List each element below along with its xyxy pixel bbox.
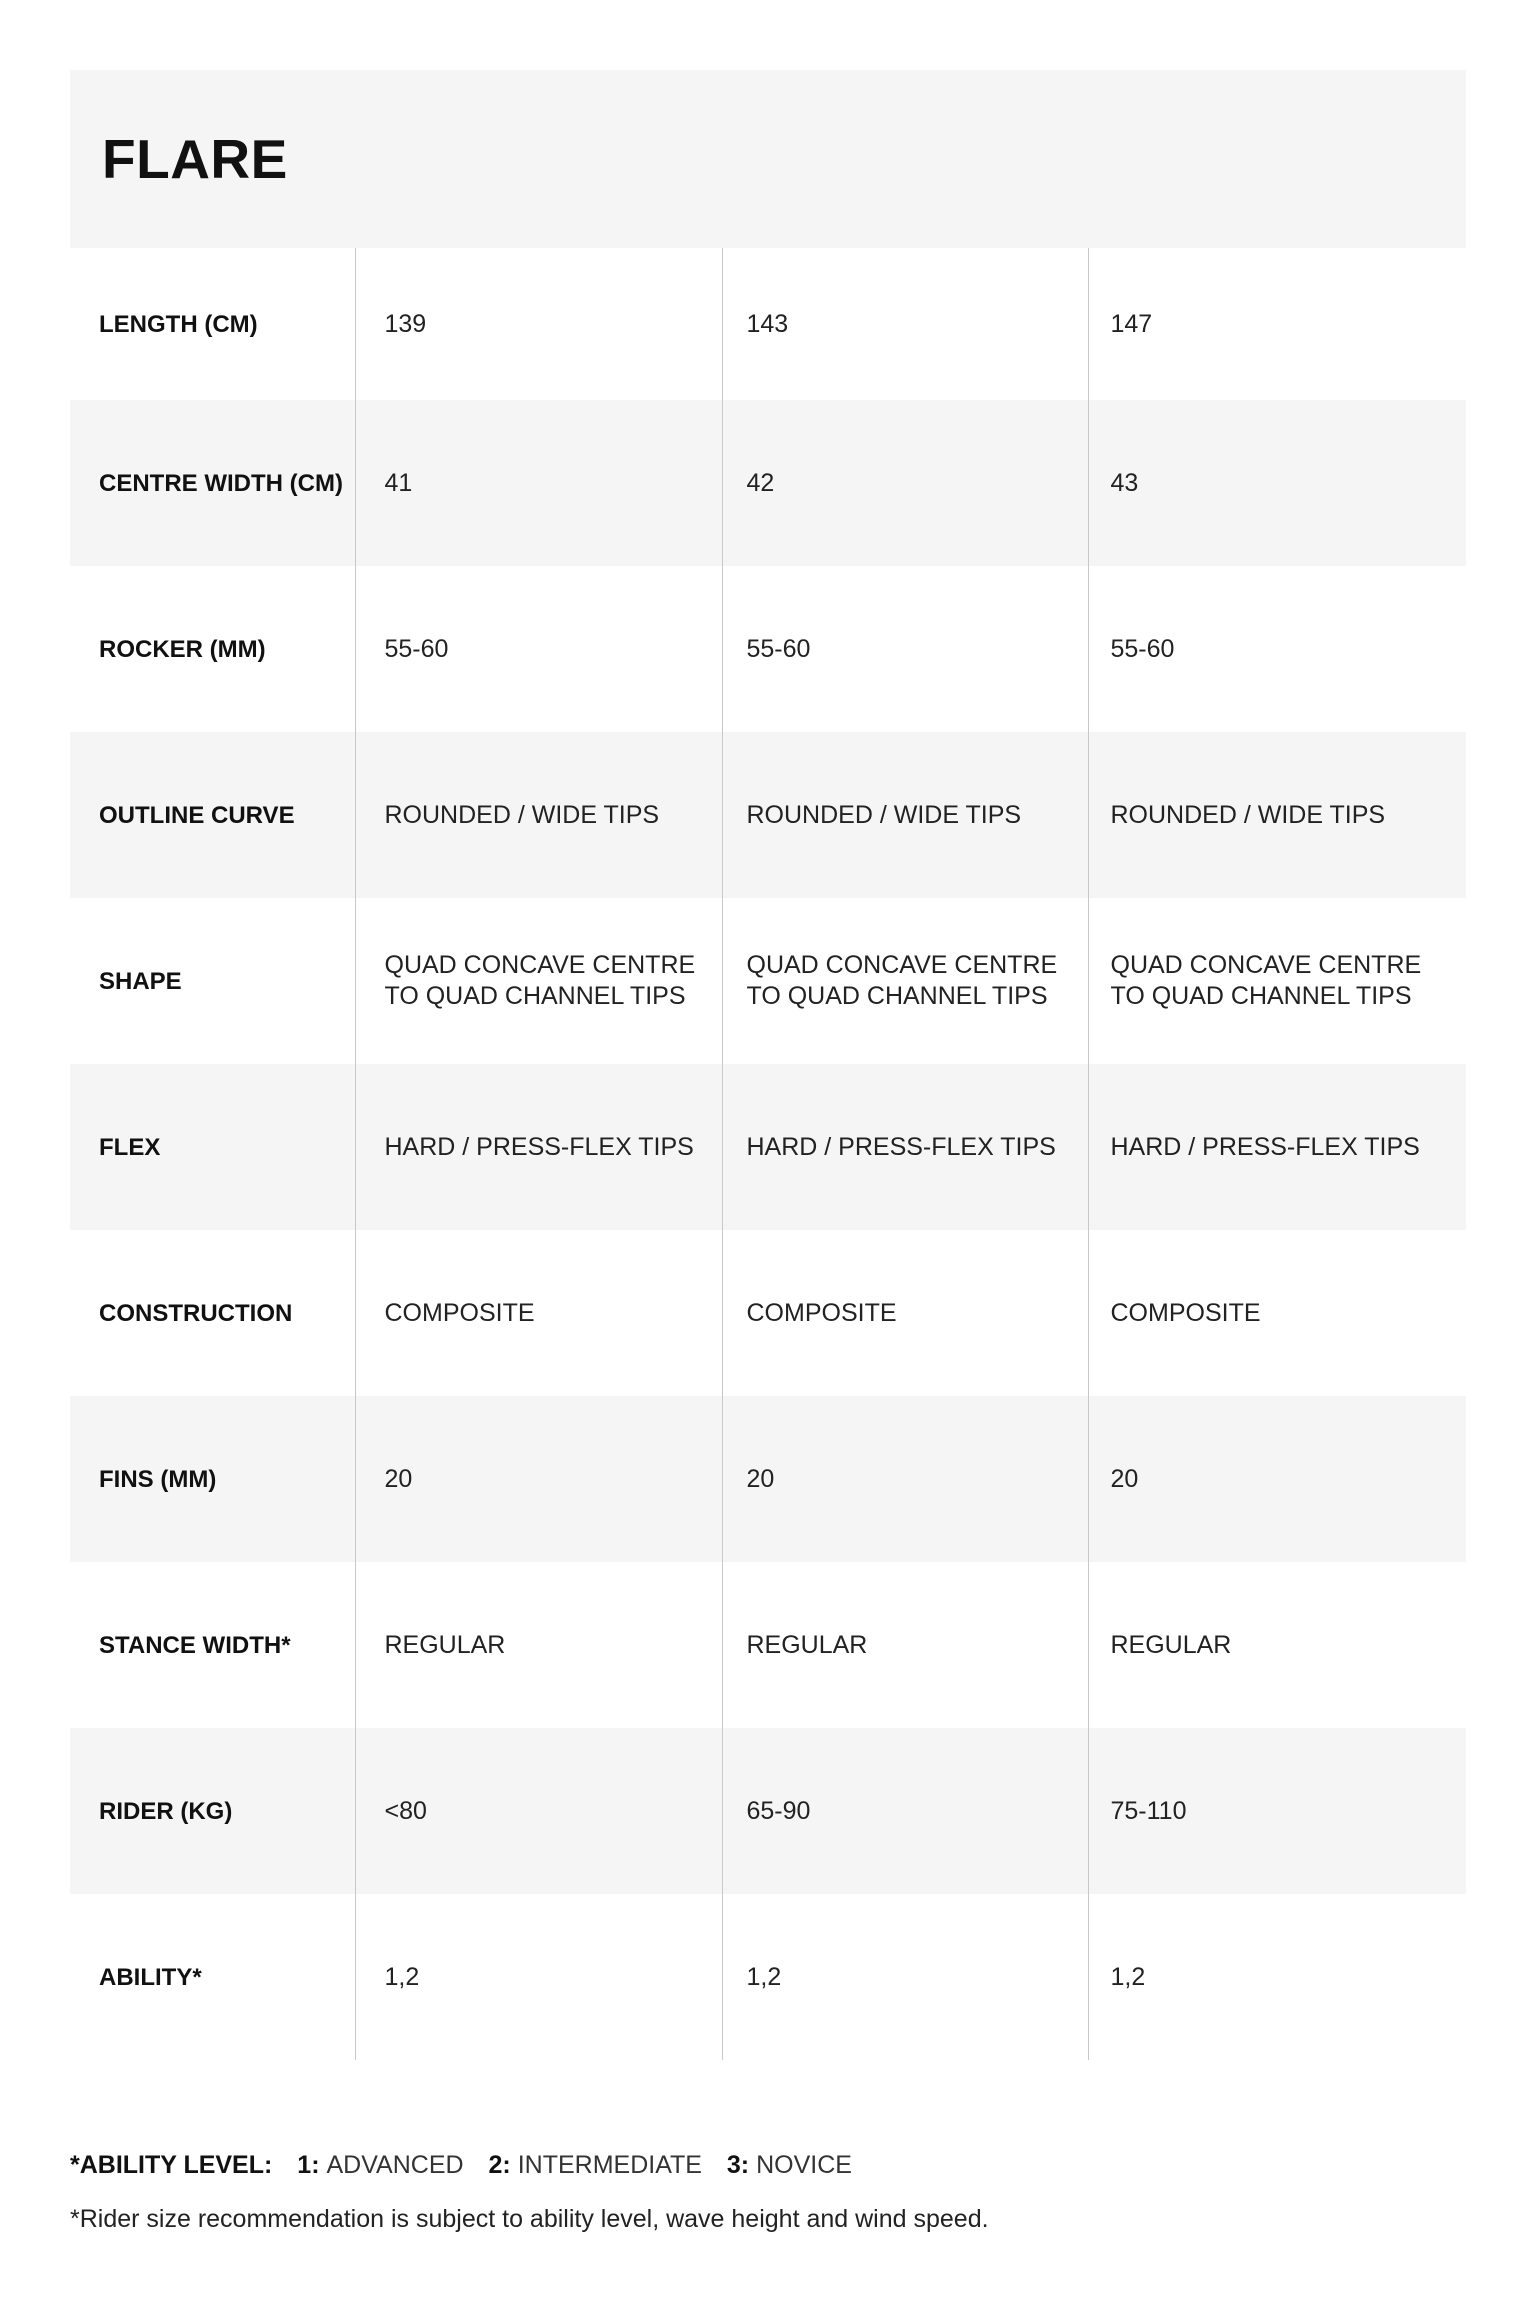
spec-row-shape xyxy=(70,898,1466,1064)
spec-row-rider xyxy=(70,1728,1466,1894)
rider-size-note: *Rider size recommendation is subject to ability level, wave height and wind speed. xyxy=(70,2205,989,2233)
spec-row-flex xyxy=(70,1064,1466,1230)
spec-sheet xyxy=(70,70,1466,2060)
spec-row-outline-curve xyxy=(70,732,1466,898)
row-label: OUTLINE CURVE xyxy=(70,732,355,898)
cell-size-1: <80 xyxy=(355,1728,722,1894)
cell-size-1: COMPOSITE xyxy=(355,1230,722,1396)
cell-size-2: COMPOSITE xyxy=(722,1230,1088,1396)
ability-level-name: NOVICE xyxy=(756,2151,852,2179)
ability-legend-heading: *ABILITY LEVEL: xyxy=(70,2151,273,2179)
cell-size-2: HARD / PRESS-FLEX TIPS xyxy=(722,1064,1088,1230)
cell-size-1: 139 xyxy=(355,248,722,400)
cell-size-3: QUAD CONCAVE CENTRE TO QUAD CHANNEL TIPS xyxy=(1088,898,1466,1064)
cell-size-1: 41 xyxy=(355,400,722,566)
ability-level-number: 3: xyxy=(726,2151,750,2179)
spec-row-centre-width xyxy=(70,400,1466,566)
ability-level-name: INTERMEDIATE xyxy=(517,2151,702,2179)
cell-size-2: 20 xyxy=(722,1396,1088,1562)
spec-row-length xyxy=(70,248,1466,400)
ability-level-name: ADVANCED xyxy=(326,2151,464,2179)
cell-size-1: 20 xyxy=(355,1396,722,1562)
spec-table xyxy=(70,248,1466,2060)
row-label: ABILITY* xyxy=(99,1963,202,1991)
cell-size-2: 143 xyxy=(722,248,1088,400)
cell-size-2: 42 xyxy=(722,400,1088,566)
footnotes xyxy=(70,2148,1466,2236)
title-block xyxy=(70,70,1466,248)
cell-size-2: REGULAR xyxy=(722,1562,1088,1728)
ability-legend xyxy=(70,2148,1466,2182)
row-label: RIDER (KG) xyxy=(70,1728,355,1894)
cell-size-3: REGULAR xyxy=(1088,1562,1466,1728)
cell-size-3: COMPOSITE xyxy=(1088,1230,1466,1396)
cell-size-2: 55-60 xyxy=(722,566,1088,732)
cell-size-1: QUAD CONCAVE CENTRE TO QUAD CHANNEL TIPS xyxy=(355,898,722,1064)
spec-row-stance-width xyxy=(70,1562,1466,1728)
cell-size-3: 75-110 xyxy=(1088,1728,1466,1894)
cell-size-1: ROUNDED / WIDE TIPS xyxy=(355,732,722,898)
row-label: FINS (MM) xyxy=(70,1396,355,1562)
cell-size-3: 55-60 xyxy=(1088,566,1466,732)
product-title: FLARE xyxy=(102,128,288,190)
spec-row-rocker xyxy=(70,566,1466,732)
ability-level-number: 2: xyxy=(488,2151,511,2179)
row-label: LENGTH (CM) xyxy=(99,310,258,338)
cell-size-3: 147 xyxy=(1088,248,1466,400)
cell-size-1: HARD / PRESS-FLEX TIPS xyxy=(355,1064,722,1230)
cell-size-2: ROUNDED / WIDE TIPS xyxy=(722,732,1088,898)
ability-level-number: 1: xyxy=(297,2151,320,2179)
cell-size-3: 43 xyxy=(1088,400,1466,566)
row-label: CONSTRUCTION xyxy=(99,1299,293,1327)
row-label: ROCKER (MM) xyxy=(99,635,266,663)
cell-size-2: QUAD CONCAVE CENTRE TO QUAD CHANNEL TIPS xyxy=(722,898,1088,1064)
cell-size-2: 1,2 xyxy=(722,1894,1088,2060)
row-label: CENTRE WIDTH (CM) xyxy=(70,400,355,566)
spec-row-fins xyxy=(70,1396,1466,1562)
cell-size-1: 1,2 xyxy=(355,1894,722,2060)
cell-size-3: 1,2 xyxy=(1088,1894,1466,2060)
cell-size-1: 55-60 xyxy=(355,566,722,732)
cell-size-1: REGULAR xyxy=(355,1562,722,1728)
spec-row-construction xyxy=(70,1230,1466,1396)
spec-row-ability xyxy=(70,1894,1466,2060)
row-label: STANCE WIDTH* xyxy=(99,1631,291,1659)
cell-size-3: HARD / PRESS-FLEX TIPS xyxy=(1088,1064,1466,1230)
cell-size-3: ROUNDED / WIDE TIPS xyxy=(1088,732,1466,898)
cell-size-3: 20 xyxy=(1088,1396,1466,1562)
row-label: SHAPE xyxy=(99,967,182,995)
cell-size-2: 65-90 xyxy=(722,1728,1088,1894)
row-label: FLEX xyxy=(70,1064,355,1230)
